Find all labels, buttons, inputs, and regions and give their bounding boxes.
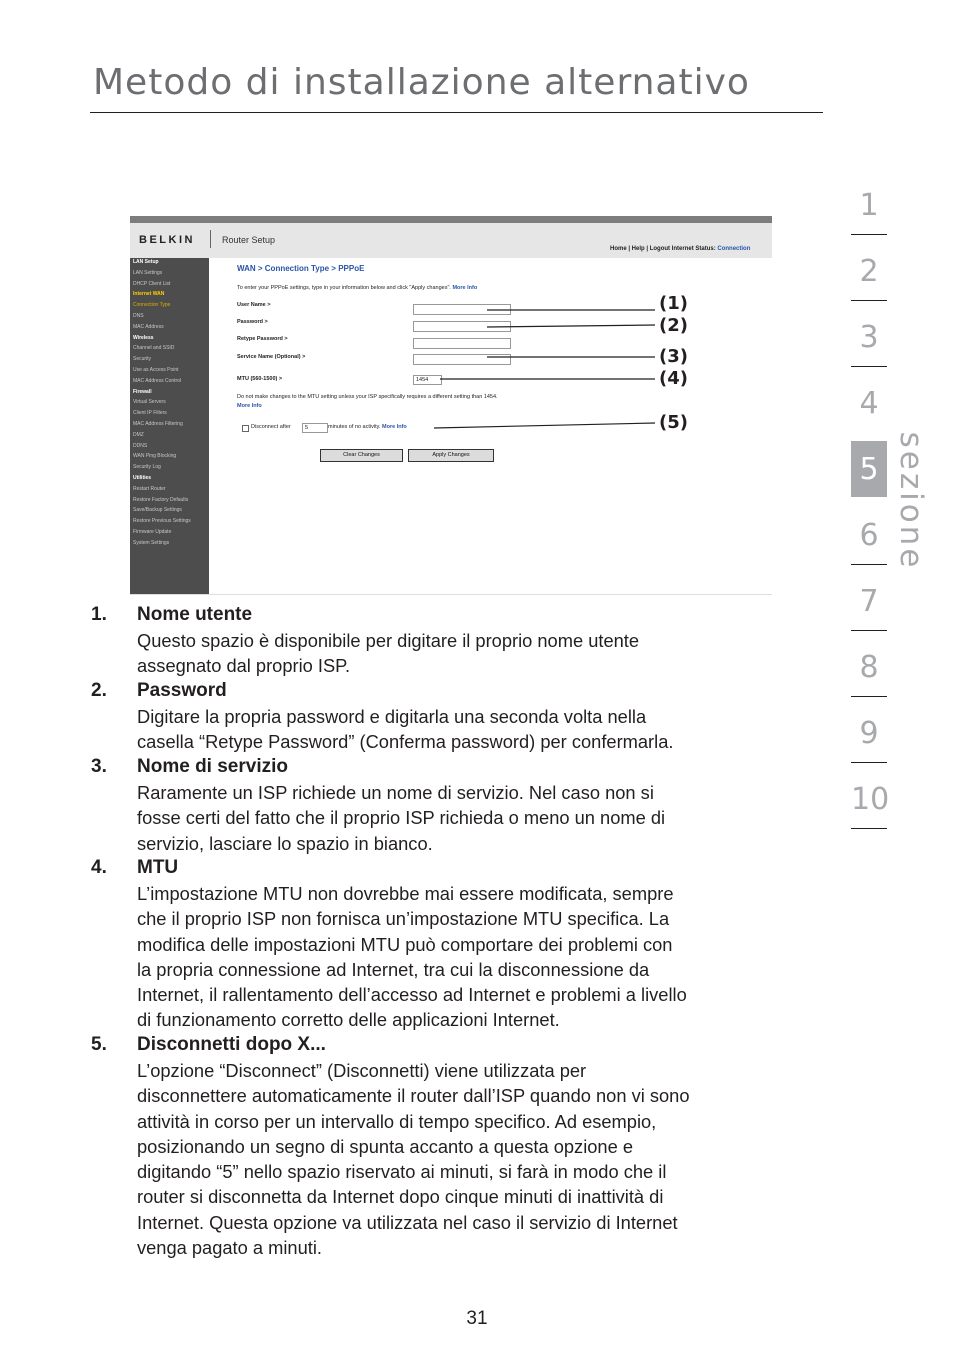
callout-2: (2) xyxy=(659,315,688,336)
section-label: sezione xyxy=(893,431,929,570)
section-tab-1: 1 xyxy=(859,188,879,223)
app-title: Router Setup xyxy=(222,235,276,245)
item-title: Nome di servizio xyxy=(137,756,288,777)
item-title: MTU xyxy=(137,857,179,878)
item-text: L’opzione “Disconnect” (Disconnetti) viene utilizzata per disconnettere automaticamente il router dall’ISP quando non vi sono attività in corso per un intervallo di tempo specifico. Ad esempio, posizionando un segno di spunta accanto a questa opzione e digitando “5” nello spazio riservato ai minuti, si farà in modo che il router si disconnetta da Internet dopo cinque minuti di inattività di Internet. Questa opzione va utilizzata nel caso il servizio di Internet venga pagato a minuti. xyxy=(137,1060,690,1259)
internet-status: Connection xyxy=(717,246,751,252)
user-name-label: User Name > xyxy=(237,302,271,308)
sidebar-item[interactable]: DNS xyxy=(133,313,144,319)
sidebar-item[interactable]: Security xyxy=(133,356,152,363)
section-tab-5: 5 xyxy=(859,452,879,487)
item-number: 1. xyxy=(91,604,107,625)
disconnect-more-info-link[interactable]: More Info xyxy=(382,424,407,430)
callout-3: (3) xyxy=(659,346,688,367)
sidebar-item[interactable]: Channel and SSID xyxy=(133,345,175,352)
intro-text: To enter your PPPoE settings, type in your information below and click "Apply changes". More Info xyxy=(237,285,478,291)
item-number: 5. xyxy=(91,1034,107,1055)
callout-4: (4) xyxy=(659,368,688,389)
item-number: 4. xyxy=(91,857,107,878)
item-number: 3. xyxy=(91,756,107,777)
clear-changes-button[interactable]: Clear Changes xyxy=(320,449,403,462)
sidebar-item[interactable]: Save/Backup Settings xyxy=(133,507,182,514)
section-tab-9: 9 xyxy=(859,716,879,751)
disconnect-suffix: minutes of no activity. More Info xyxy=(328,424,407,430)
breadcrumb: WAN > Connection Type > PPPoE xyxy=(237,264,365,273)
header-links[interactable]: Home | Help | Logout Internet Status: Connection xyxy=(610,246,751,252)
page-number: 31 xyxy=(466,1308,488,1329)
sidebar-item[interactable]: DDNS xyxy=(133,442,148,449)
section-tab-7: 7 xyxy=(859,584,879,619)
sidebar-item[interactable]: System Settings xyxy=(133,539,170,546)
sidebar-item[interactable]: Restore Factory Defaults xyxy=(133,496,189,503)
disconnect-label: Disconnect after xyxy=(251,424,291,430)
sidebar-item[interactable]: MAC Address Filtering xyxy=(133,421,183,427)
item-text: Raramente un ISP richiede un nome di servizio. Nel caso non si fosse certi del fatto che il proprio ISP richieda o meno un nome di servizio, lasciare lo spazio in bianco. xyxy=(137,782,666,854)
sidebar-item[interactable]: Security Log xyxy=(133,464,161,471)
callout-1: (1) xyxy=(659,293,688,314)
sidebar-item: Wireless xyxy=(133,334,154,341)
section-tab-2: 2 xyxy=(859,254,879,289)
sidebar-item: Utilities xyxy=(133,475,152,481)
item-text: L’impostazione MTU non dovrebbe mai essere modificata, sempre che il proprio ISP non fornisca un’impostazione MTU specifica. La modifica delle impostazioni MTU può comportare dei problemi con la propria connessione ad Internet, tra cui la disconnessione da Internet, il rallentamento dell’accesso ad Internet e problemi a livello di funzionamento corretto delle applicazioni Internet. xyxy=(137,883,687,1031)
item-title: Nome utente xyxy=(137,604,253,625)
section-tab-4: 4 xyxy=(859,386,879,421)
mtu-field[interactable]: 1454 xyxy=(413,375,442,385)
callout-5: (5) xyxy=(659,412,688,433)
sidebar-item[interactable]: DHCP Client List xyxy=(133,280,171,287)
sidebar-item[interactable]: MAC Address Control xyxy=(133,377,182,384)
sidebar-item[interactable]: WAN Ping Blocking xyxy=(133,453,177,460)
item-text: Digitare la propria password e digitarla una seconda volta nella casella “Retype Password” (Conferma password) per confermarla. xyxy=(137,706,674,753)
sidebar-item[interactable]: LAN Settings xyxy=(133,269,163,276)
belkin-logo: BELKIN xyxy=(139,234,195,246)
sidebar-item[interactable]: Restart Router xyxy=(133,485,166,492)
section-tab-6: 6 xyxy=(859,518,879,553)
sidebar-item[interactable]: Virtual Servers xyxy=(133,399,166,406)
disconnect-minutes-field[interactable]: 5 xyxy=(302,423,328,433)
mtu-note: Do not make changes to the MTU setting unless your ISP specifically requires a different setting than 1454. xyxy=(237,394,498,400)
item-text: Questo spazio è disponibile per digitare il proprio nome utente assegnato dal proprio ISP. xyxy=(137,630,640,677)
sidebar-item[interactable]: Restore Previous Settings xyxy=(133,518,191,525)
sidebar-item[interactable]: Use as Access Point xyxy=(133,367,179,373)
page-title: Metodo di installazione alternativo xyxy=(93,62,750,103)
more-info-link[interactable]: More Info xyxy=(452,285,478,291)
item-title: Disconnetti dopo X... xyxy=(137,1034,326,1055)
sidebar-item[interactable]: DMZ xyxy=(133,431,144,438)
sidebar-item[interactable]: Internet WAN xyxy=(133,291,165,298)
sidebar-item[interactable]: Connection Type xyxy=(133,302,171,309)
section-tab-8: 8 xyxy=(859,650,879,685)
password-label: Password > xyxy=(237,319,268,325)
sidebar-item[interactable]: MAC Address xyxy=(133,323,164,330)
retype-password-label: Retype Password > xyxy=(237,336,288,342)
sidebar-item: Firewall xyxy=(133,388,152,395)
mtu-label: MTU (560-1500) > xyxy=(237,376,283,382)
apply-changes-button[interactable]: Apply Changes xyxy=(408,449,494,462)
sidebar-item[interactable]: Client IP Filters xyxy=(133,410,167,417)
sidebar-item[interactable]: Firmware Update xyxy=(133,529,172,535)
item-title: Password xyxy=(137,680,227,701)
item-number: 2. xyxy=(91,680,107,701)
service-name-label: Service Name (Optional) > xyxy=(237,354,306,360)
section-tab-3: 3 xyxy=(859,320,879,355)
sidebar-item: LAN Setup xyxy=(133,259,159,265)
mtu-more-info-link[interactable]: More Info xyxy=(237,403,262,409)
section-tab-10: 10 xyxy=(851,782,890,817)
